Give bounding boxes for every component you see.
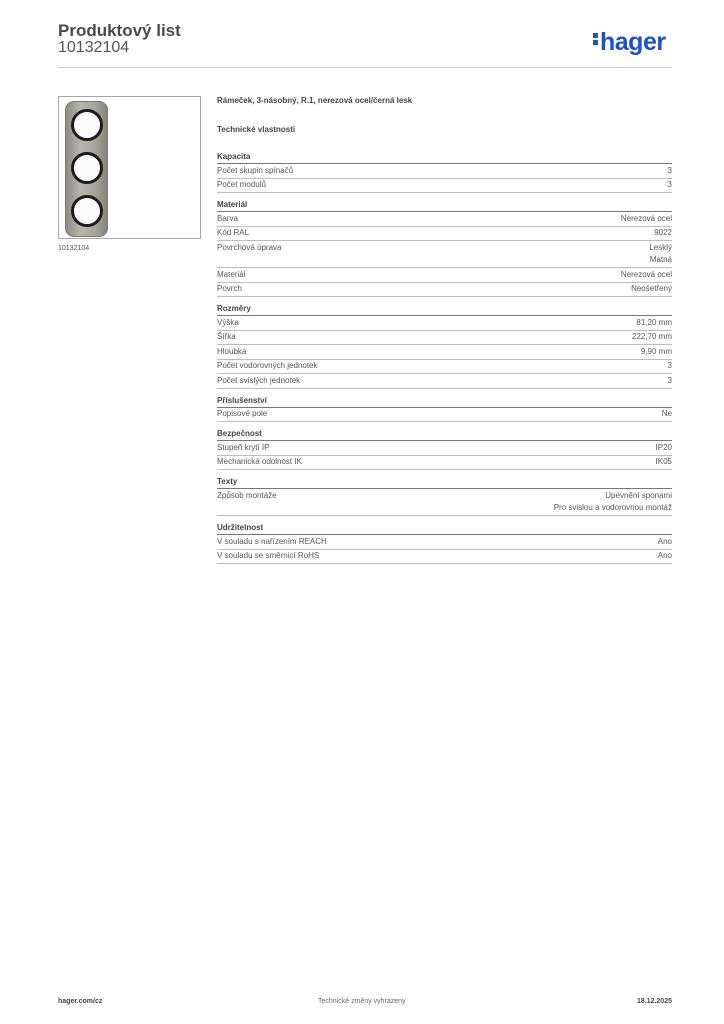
spec-value: [668, 360, 672, 373]
spec-row: [217, 316, 672, 331]
spec-row: [217, 535, 672, 550]
spec-row: [217, 331, 672, 346]
frame-image: [65, 101, 108, 237]
spec-label: Kód RAL: [217, 228, 250, 237]
spec-value: [662, 408, 672, 421]
spec-label: V souladu se směrnicí RoHS: [217, 551, 320, 560]
header-divider: [58, 67, 672, 68]
spec-section: [217, 522, 672, 564]
spec-row: [217, 283, 672, 298]
spec-value-line: Pro svislou a vodorovnou montáž: [553, 503, 672, 512]
spec-section: [217, 476, 672, 516]
spec-value-line: 3: [667, 165, 672, 175]
spec-label: Popisové pole: [217, 409, 268, 418]
spec-label: Výška: [217, 317, 239, 327]
spec-value-line: Upevnění sponami: [605, 490, 672, 500]
spec-label: Způsob montáže: [217, 490, 277, 500]
spec-value: [656, 456, 672, 469]
frame-opening: [71, 152, 103, 184]
spec-row: [217, 374, 672, 389]
spec-value-line: Ano: [657, 551, 672, 560]
spec-row: [217, 441, 672, 456]
spec-value-line: Ano: [657, 536, 672, 546]
spec-value-line: 81,20 mm: [636, 317, 672, 327]
spec-value-line: 222,70 mm: [631, 332, 672, 341]
hager-logo[interactable]: [593, 28, 666, 57]
spec-value-line: Nerezová ocel: [620, 269, 672, 279]
spec-value: [658, 550, 672, 563]
spec-label: Barva: [217, 213, 238, 223]
spec-value: [656, 442, 672, 455]
spec-row: [217, 241, 672, 268]
spec-value: [649, 242, 672, 267]
section-title: Bezpečnost: [217, 428, 672, 441]
spec-value-line: 3: [667, 361, 672, 370]
spec-row: [217, 227, 672, 242]
spec-row: [217, 550, 672, 565]
spec-row: [217, 345, 672, 360]
spec-sections: [217, 151, 672, 564]
spec-label: Stupeň krytí IP: [217, 442, 270, 452]
spec-section: [217, 199, 672, 297]
spec-value: [654, 227, 672, 240]
section-title: Texty: [217, 476, 672, 489]
product-description: Rámeček, 3-násobný, R.1, nerezová ocel/černá lesk: [217, 96, 413, 105]
spec-value: [632, 331, 672, 344]
spec-value-line: Neošetřený: [631, 284, 672, 293]
section-title: Rozměry: [217, 303, 672, 316]
section-title: Příslušenství: [217, 395, 672, 408]
spec-label: Počet svislých jednotek: [217, 375, 301, 385]
spec-section: [217, 395, 672, 423]
product-image: [58, 96, 201, 239]
spec-label: Povrch: [217, 284, 242, 293]
spec-value: [641, 346, 672, 359]
spec-label: Šířka: [217, 332, 236, 341]
section-title: Udržitelnost: [217, 522, 672, 535]
spec-label: V souladu s nařízením REACH: [217, 536, 327, 546]
logo-dots-icon: [593, 31, 598, 47]
section-title: Materiál: [217, 199, 672, 212]
spec-value: [668, 375, 672, 388]
doc-title: Produktový list: [58, 21, 181, 40]
frame-opening: [71, 109, 103, 141]
spec-row: [217, 408, 672, 423]
spec-value-line: Lesklý: [649, 242, 672, 252]
footer-website[interactable]: hager.com/cz: [58, 998, 103, 1005]
spec-value: [621, 269, 672, 282]
spec-row: [217, 456, 672, 471]
spec-label: Povrchová úprava: [217, 242, 282, 252]
spec-row: [217, 360, 672, 375]
spec-row: [217, 489, 672, 516]
spec-label: Počet vodorovných jednotek: [217, 361, 318, 370]
section-title: Kapacita: [217, 151, 672, 164]
spec-value-line: 3: [667, 180, 672, 189]
spec-value: [554, 490, 672, 515]
frame-opening: [71, 195, 103, 227]
spec-value: [621, 213, 672, 226]
spec-value: [631, 283, 672, 296]
spec-value: [668, 165, 672, 178]
spec-value-line: 9022: [654, 228, 672, 237]
spec-value-line: Ne: [661, 409, 672, 418]
spec-row: [217, 212, 672, 227]
spec-section: [217, 151, 672, 193]
logo-text: hager: [600, 28, 666, 56]
footer-date: 18.12.2025: [636, 998, 672, 1005]
spec-value-line: Matná: [649, 255, 672, 264]
spec-value: [668, 179, 672, 192]
spec-value-line: 3: [667, 375, 672, 385]
spec-content: [217, 95, 672, 570]
spec-value-line: IK05: [655, 457, 672, 466]
spec-section: [217, 428, 672, 470]
spec-label: Hloubka: [217, 346, 247, 356]
image-caption: 10132104: [58, 245, 90, 252]
spec-value: [636, 317, 672, 330]
spec-value-line: Nerezová ocel: [620, 213, 672, 223]
spec-row: [217, 164, 672, 179]
spec-row: [217, 179, 672, 194]
spec-label: Materiál: [217, 269, 246, 279]
spec-value-line: 9,90 mm: [640, 346, 672, 356]
technical-heading: Technické vlastnosti: [217, 125, 296, 134]
doc-number: 10132104: [58, 39, 130, 56]
spec-label: Počet skupin spínačů: [217, 165, 294, 175]
spec-section: [217, 303, 672, 389]
spec-label: Mechanická odolnost IK: [217, 457, 302, 466]
spec-value: [658, 536, 672, 549]
spec-value-line: IP20: [655, 442, 672, 452]
spec-label: Počet modulů: [217, 180, 266, 189]
footer-notice: Technické změny vyhrazeny: [318, 998, 406, 1005]
spec-row: [217, 268, 672, 283]
